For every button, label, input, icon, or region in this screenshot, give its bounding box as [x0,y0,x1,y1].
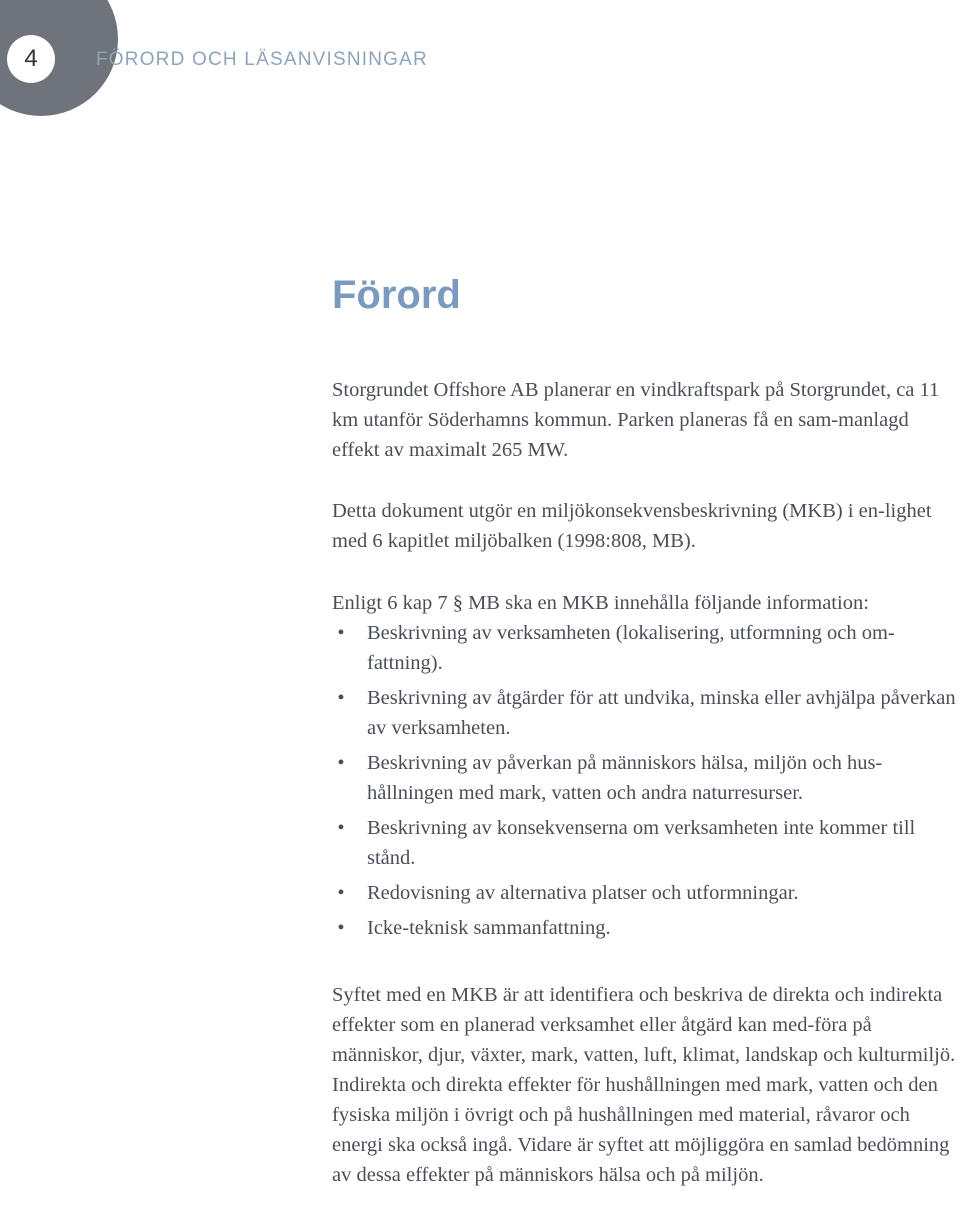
page-number: 4 [7,35,55,83]
list-item-text: Beskrivning av påverkan på människors hälsa, miljön och hus-hållningen med mark, vatten och andra naturresurser. [367,752,883,804]
bullet-icon: • [337,817,345,839]
bullet-icon: • [337,622,345,644]
bullet-icon: • [337,752,345,774]
requirements-list [332,618,958,948]
bullet-icon: • [337,917,345,939]
list-item [332,748,958,808]
list-item [332,813,958,873]
list-item [332,683,958,743]
section-title: Förord [332,273,461,317]
list-item-text: Icke-teknisk sammanfattning. [367,917,611,939]
paragraph-intro: Storgrundet Offshore AB planerar en vindkraftspark på Storgrundet, ca 11 km utanför Söderhamns kommun. Parken planeras få en sam-manlagd effekt av maximalt 265 MW. [332,379,940,461]
list-item [332,878,958,908]
bullet-icon: • [337,687,345,709]
list-item-text: Beskrivning av konsekvenserna om verksamheten inte kommer till stånd. [367,817,916,869]
paragraph-document: Detta dokument utgör en miljökonsekvensbeskrivning (MKB) i en-lighet med 6 kapitlet miljöbalken (1998:808, MB). [332,500,932,552]
paragraph-requirements-lead: Enligt 6 kap 7 § MB ska en MKB innehålla följande information: [332,592,869,614]
list-item [332,618,958,678]
running-head: FÖRORD OCH LÄSANVISNINGAR [96,49,428,70]
list-item-text: Beskrivning av verksamheten (lokalisering, utformning och om-fattning). [367,622,895,674]
list-item-text: Beskrivning av åtgärder för att undvika, minska eller avhjälpa påverkan av verksamheten. [367,687,956,739]
bullet-icon: • [337,882,345,904]
paragraph-purpose: Syftet med en MKB är att identifiera och beskriva de direkta och indirekta effekter som en planerad verksamhet eller åtgärd kan med-föra på människor, djur, växter, mark, vatten, luft, klimat, landskap och kulturmiljö. Indirekta och direkta effekter för hushållningen med mark, vatten och den fysiska miljön i övrigt och på hushållningen med material, råvaror och energi ska också ingå. Vidare är syftet att möjliggöra en samlad bedömning av dessa effekter på människors hälsa och på miljön. [332,984,956,1186]
list-item-text: Redovisning av alternativa platser och utformningar. [367,882,799,904]
list-item [332,913,958,943]
